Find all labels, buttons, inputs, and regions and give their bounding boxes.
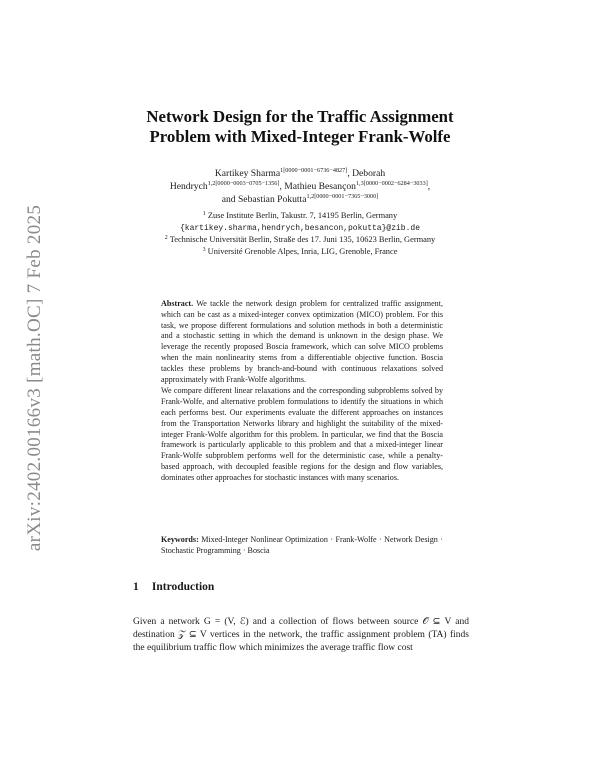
- keywords: [161, 535, 443, 557]
- affiliation-marker: 2: [164, 235, 168, 241]
- section-number: 1: [133, 581, 139, 593]
- author-line-2: Hendrych$^{1,2[0000-0003-0705-1356]}$, Mathieu Besançon$^{1,3[0000-0002-6284-3033]}$,: [169, 180, 431, 192]
- body-paragraph: Given a network G = (V, ℰ) and a collection of flows between source 𝒪 ⊆ V and destination 𝒵 ⊆ V vertices in the network, the traffic assignment problem (TA) finds the equilibrium traffic flow which minimizes the average traffic flow cost: [133, 617, 469, 653]
- author-orcid: 1,3[0000−0002−6284−3033]: [355, 180, 428, 187]
- author-name: Hendrych: [169, 181, 208, 192]
- author-emails: [120, 222, 480, 235]
- author-name: Deborah: [352, 168, 386, 179]
- affiliation-text: Technische Universität Berlin, Straße des 17. Juni 135, 10623 Berlin, Germany: [169, 235, 436, 244]
- body-text: [133, 616, 469, 655]
- affiliation-marker: 3: [202, 246, 206, 253]
- affiliation-1: [120, 210, 480, 222]
- affiliation-marker: 1: [202, 211, 206, 217]
- affiliation-text: Zuse Institute Berlin, Takustr. 7, 14195 Berlin, Germany: [207, 211, 398, 220]
- author-orcid: 1,2[0000−0003−0705−1356]: [207, 180, 280, 187]
- section-heading: [133, 581, 214, 593]
- title-line-1: Network Design for the Traffic Assignment: [146, 107, 454, 126]
- keywords-label: Keywords:: [161, 535, 199, 544]
- author-orcid: 1,2[0000−0001−7365−3000]: [306, 193, 379, 200]
- author-name: Kartikey Sharma: [214, 168, 281, 179]
- keywords-text: Mixed-Integer Nonlinear Optimization · Frank-Wolfe · Network Design · Stochastic Programming · Boscia: [161, 535, 443, 555]
- email-list: {kartikey.sharma,hendrych,besancon,pokutta}@zib.de: [179, 223, 421, 233]
- affiliation-3: [120, 246, 480, 258]
- author-orcid: 1[0000−0001−6736−4827]: [280, 167, 348, 174]
- title-line-2: Problem with Mixed-Integer Frank-Wolfe: [149, 127, 451, 146]
- author-line-1: Kartikey Sharma$^{1[0000-0001-6736-4827]}$, Deborah: [214, 167, 386, 179]
- author-line-3: [120, 193, 480, 206]
- affiliations: [120, 210, 480, 257]
- author-name: and Sebastian Pokutta: [221, 194, 307, 205]
- arxiv-identifier: arXiv:2402.00166v3 [math.OC] 7 Feb 2025: [24, 204, 45, 552]
- affiliation-text: Université Grenoble Alpes, Inria, LIG, Grenoble, France: [207, 246, 398, 256]
- author-name: Mathieu Besançon: [284, 181, 356, 192]
- abstract-paragraph-2: We compare different linear relaxations and the corresponding subproblems solved by Frank-Wolfe, and alternative problem formulations to identify the situations in which each performs best. Our experiments evaluate the different approaches on instances from the Transportation Networks library and highlight the suitability of the mixed-integer Frank-Wolfe algorithm for this problem. In particular, we find that the Boscia framework is particularly applicable to this problem and that a mixed-integer linear Frank-Wolfe subproblem performs well for the deterministic case, while a penalty-based approach, with decoupled feasible regions for the design and flow variables, dominates other approaches for stochastic instances with many scenarios.: [161, 386, 443, 482]
- author-list: [120, 167, 480, 206]
- abstract-label: Abstract.: [161, 299, 194, 308]
- affiliation-2: [120, 234, 480, 246]
- section-title: Introduction: [151, 581, 215, 593]
- abstract-text: We tackle the network design problem for centralized traffic assignment, which can be cast as a mixed-integer convex optimization (MICO) problem. For this task, we propose different formulations and solution methods in both a deterministic and a stochastic setting in which the demand is unknown in the design phase. We leverage the recently proposed Boscia framework, which can solve MICO problems when the main nonlinearity stems from a differentiable objective function. Boscia tackles these problems by branch-and-bound with continuous relaxations solved approximately with Frank-Wolfe algorithms.: [161, 299, 443, 384]
- abstract: [161, 299, 443, 484]
- paper-title: [0, 107, 600, 147]
- abstract-paragraph-1: [161, 299, 443, 385]
